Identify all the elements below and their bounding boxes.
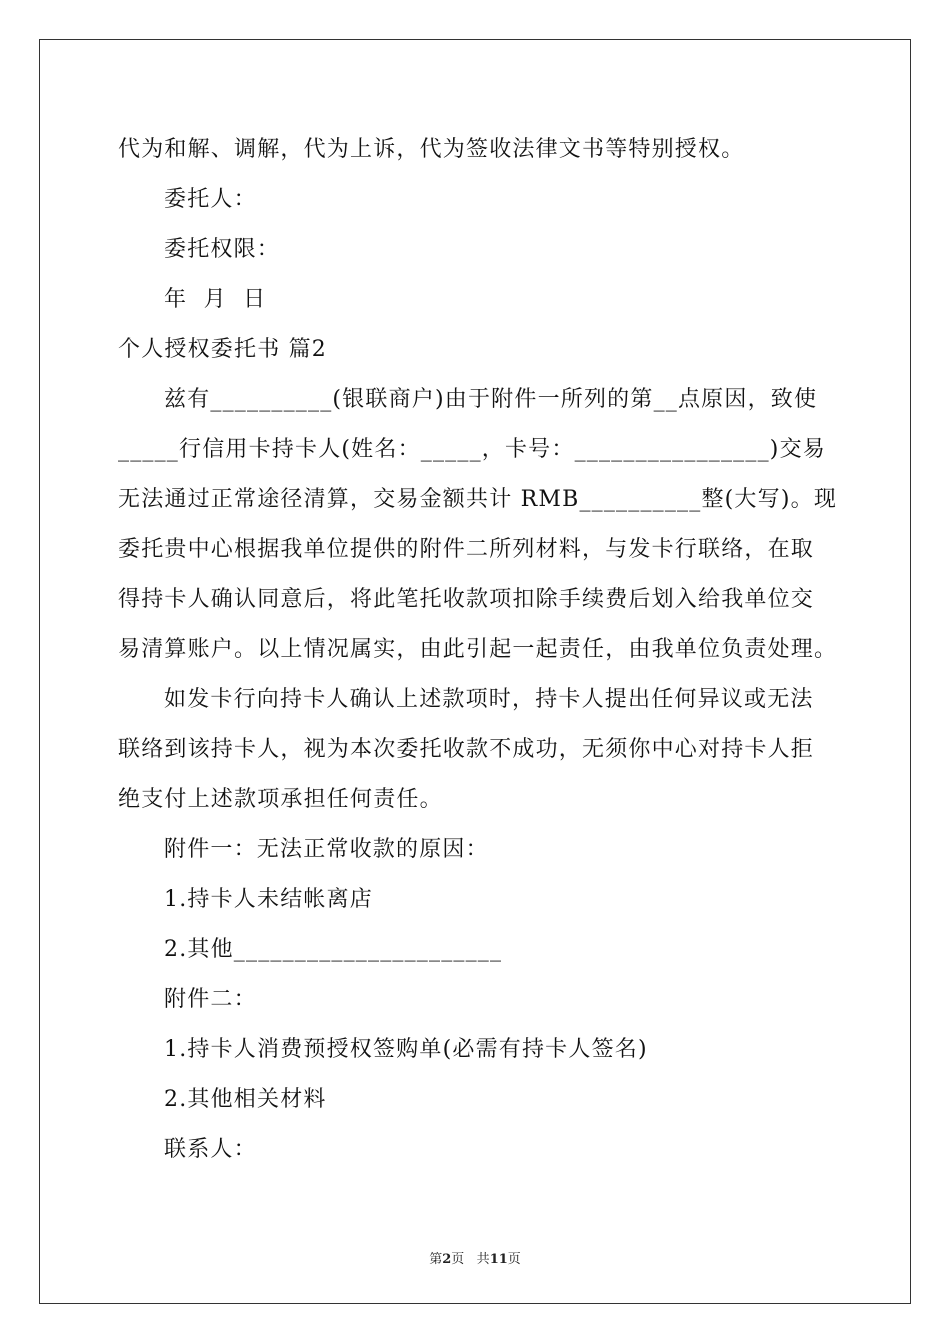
text-line: 附件一：无法正常收款的原因： [164, 837, 489, 862]
page-suffix: 页 [451, 1252, 465, 1267]
text-line: 联络到该持卡人，视为本次委托收款不成功，无须你中心对持卡人拒 [118, 737, 815, 762]
list-item: 1.持卡人未结帐离店 [164, 887, 373, 912]
page-prefix: 第 [429, 1252, 443, 1267]
text-line: 易清算账户。以上情况属实，由此引起一起责任，由我单位负责处理。 [118, 637, 838, 662]
text-line: _____行信用卡持卡人(姓名：_____，卡号：________________)交易 [118, 437, 826, 462]
date-line: 年 月 日 [164, 287, 267, 312]
list-item: 1.持卡人消费预授权签购单(必需有持卡人签名) [164, 1037, 648, 1062]
text-line: 委托权限： [164, 237, 281, 262]
text-line: 联系人： [164, 1137, 257, 1162]
text-line: 附件二： [164, 987, 257, 1012]
total-pages: 11 [489, 1252, 508, 1267]
text-line: 绝支付上述款项承担任何责任。 [118, 787, 443, 812]
text-line: 兹有__________(银联商户)由于附件一所列的第__点原因，致使 [164, 387, 818, 412]
text-line: 得持卡人确认同意后，将此笔托收款项扣除手续费后划入给我单位交 [118, 587, 815, 612]
total-prefix: 共 [476, 1252, 490, 1267]
text-line: 如发卡行向持卡人确认上述款项时，持卡人提出任何异议或无法 [164, 687, 814, 712]
text-line: 委托贵中心根据我单位提供的附件二所列材料，与发卡行联络，在取 [118, 537, 815, 562]
total-suffix: 页 [507, 1252, 521, 1267]
text-line: 代为和解、调解，代为上诉，代为签收法律文书等特别授权。 [118, 137, 745, 162]
text-line: 委托人： [164, 187, 257, 212]
list-item: 2.其他______________________ [164, 937, 503, 962]
text-line: 无法通过正常途径清算，交易金额共计 RMB__________整(大写)。现 [118, 487, 838, 512]
page-footer [0, 1248, 950, 1267]
list-item: 2.其他相关材料 [164, 1087, 327, 1112]
page-border [39, 39, 911, 1304]
section-heading: 个人授权委托书 篇2 [118, 337, 327, 362]
page-number: 2 [442, 1252, 452, 1267]
